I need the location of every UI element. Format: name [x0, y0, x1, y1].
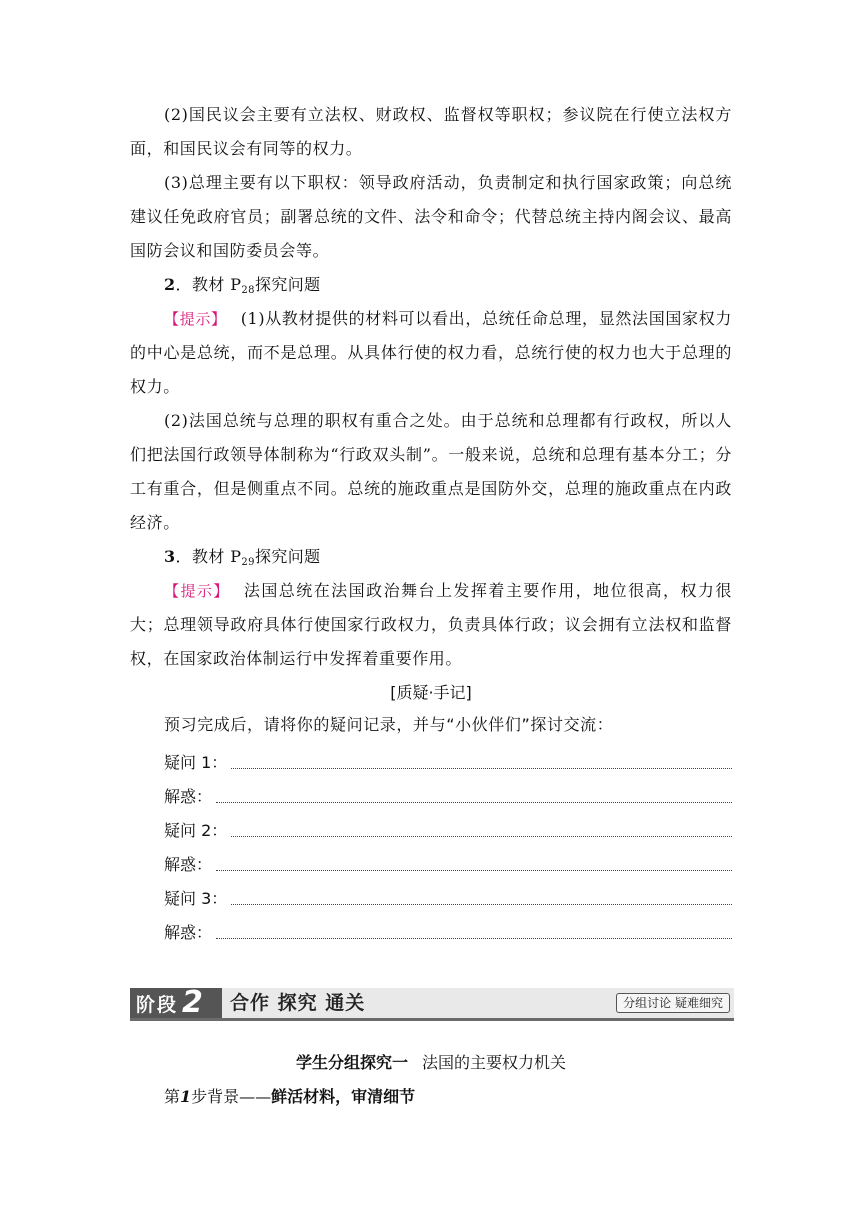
- dotted-line: [216, 869, 732, 871]
- item-2-paragraph-2: (2)法国总统与总理的职权有重合之处。由于总统和总理都有行政权，所以人们把法国行政领导体制称为“行政双头制”。一般来说，总统和总理有基本分工；分工有重合，但是侧重点不同。总统的施政重点是国防外交，总理的施政重点在内政经济。: [130, 411, 732, 532]
- question-line-3[interactable]: [164, 878, 732, 912]
- dotted-line: [231, 903, 732, 905]
- question-label: 疑问 2：: [164, 821, 228, 840]
- answer-label: 解惑：: [164, 855, 213, 874]
- tip-label: 【提示】: [164, 582, 230, 600]
- step-number: 1: [180, 1087, 192, 1106]
- item-3-page: 29: [241, 557, 255, 568]
- stage-number: 2: [182, 985, 203, 1020]
- item-2-tip-text: (1)从教材提供的材料可以看出，总统任命总理，显然法国国家权力的中心是总统，而不是总理。从具体行使的权力看，总统行使的权力也大于总理的权力。: [130, 309, 733, 396]
- stage-tag: 分组讨论 疑难细究: [616, 993, 730, 1013]
- item-2-page: 28: [241, 285, 255, 296]
- dotted-line: [216, 801, 732, 803]
- section-label: 学生分组探究一: [295, 1053, 408, 1072]
- dotted-line: [231, 835, 732, 837]
- answer-label: 解惑：: [164, 787, 213, 806]
- item-2-number: 2: [164, 275, 176, 294]
- question-line-2[interactable]: [164, 810, 732, 844]
- question-label: 疑问 3：: [164, 889, 228, 908]
- question-line-1[interactable]: [164, 742, 732, 776]
- step-prefix: 第: [164, 1087, 181, 1106]
- question-label: 疑问 1：: [164, 753, 228, 772]
- paragraph-prime-minister: (3)总理主要有以下职权：领导政府活动，负责制定和执行国家政策；向总统建议任免政府官员；副署总统的文件、法令和命令；代替总统主持内阁会议、最高国防会议和国防委员会等。: [130, 173, 732, 260]
- section-heading: [130, 1046, 732, 1080]
- item-2-suffix: 探究问题: [254, 275, 321, 294]
- item-3-prefix: ．教材 P: [175, 547, 242, 566]
- answer-line-1[interactable]: [164, 776, 732, 810]
- item-3-tip: [130, 574, 732, 676]
- notes-intro: 预习完成后，请将你的疑问记录，并与“小伙伴们”探讨交流：: [164, 715, 614, 734]
- section-title: 法国的主要权力机关: [422, 1053, 567, 1072]
- dotted-line: [231, 767, 732, 769]
- step-heading: [164, 1080, 415, 1114]
- answer-label: 解惑：: [164, 923, 213, 942]
- item-3-number: 3: [164, 547, 176, 566]
- stage-word: 阶段: [136, 993, 179, 1016]
- answer-line-3[interactable]: [164, 912, 732, 946]
- tip-label: 【提示】: [164, 310, 227, 328]
- paragraph-national-assembly: (2)国民议会主要有立法权、财政权、监督权等职权；参议院在行使立法权方面，和国民议会有同等的权力。: [130, 105, 732, 158]
- item-3-tip-text: 法国总统在法国政治舞台上发挥着主要作用，地位很高，权力很大；总理领导政府具体行使国家行政权力，负责具体行政；议会拥有立法权和监督权，在国家政治体制运行中发挥着重要作用。: [130, 581, 732, 668]
- item-3-suffix: 探究问题: [254, 547, 321, 566]
- step-emphasis: 鲜活材料，审清细节: [271, 1087, 416, 1106]
- notes-title: [质疑·手记]: [390, 683, 472, 702]
- stage-badge: [130, 985, 222, 1020]
- stage-banner: [130, 985, 734, 1021]
- step-mid: 步背景——: [191, 1087, 272, 1106]
- answer-line-2[interactable]: [164, 844, 732, 878]
- dotted-line: [216, 937, 732, 939]
- stage-title: 合作 探究 通关: [230, 992, 366, 1014]
- item-2-tip: [130, 302, 732, 404]
- item-2-prefix: ．教材 P: [175, 275, 242, 294]
